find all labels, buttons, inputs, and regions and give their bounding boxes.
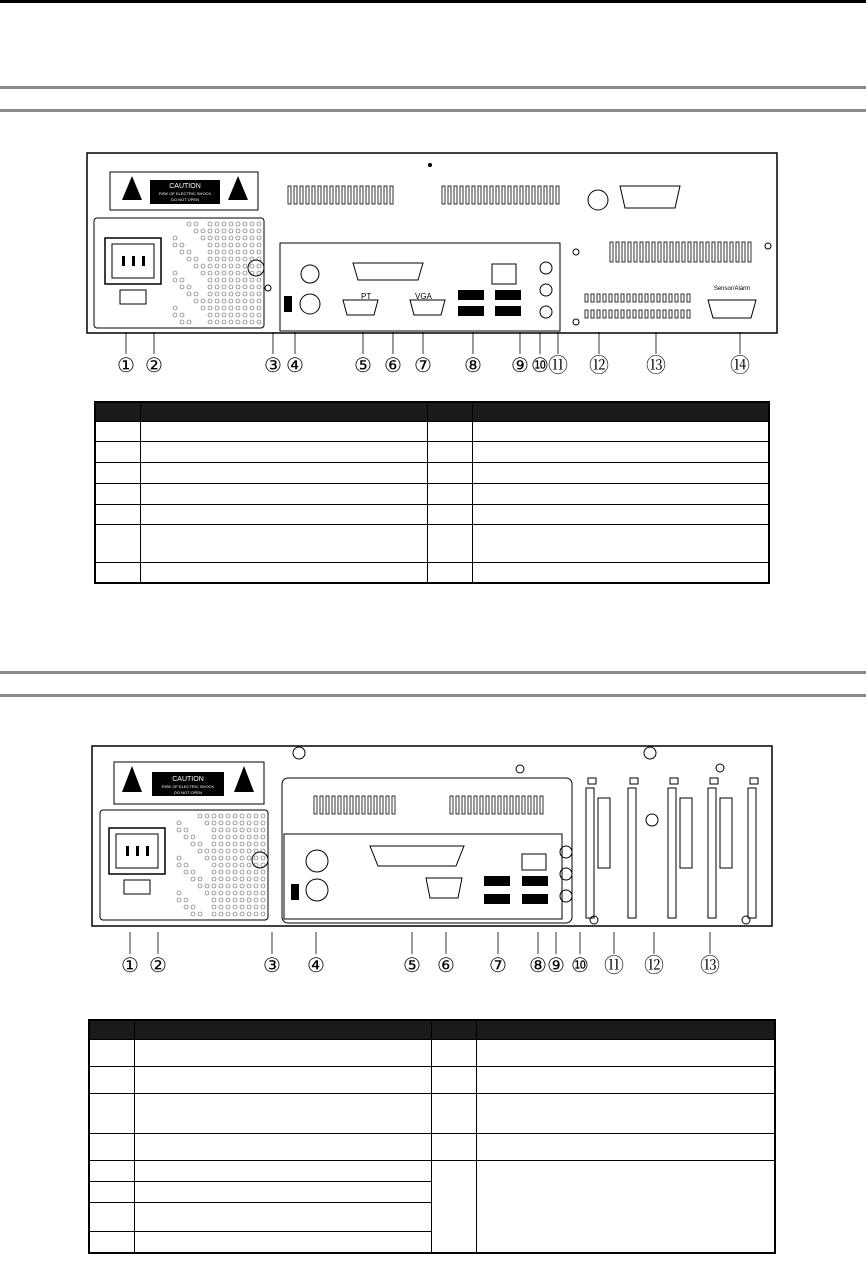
caution-title: CAUTION	[169, 183, 201, 190]
table-row	[89, 1161, 775, 1182]
caution-label	[110, 172, 258, 210]
callout-11: ⑪	[548, 355, 568, 377]
usb-port	[484, 876, 510, 886]
table-row	[95, 484, 769, 505]
usb-port	[495, 290, 521, 300]
caution-line1: RISK OF ELECTRIC SHOCK	[161, 784, 215, 789]
callout-9: ⑨	[511, 355, 529, 377]
callout-13: ⑬	[646, 355, 666, 377]
table-header-cell	[472, 402, 769, 422]
spec-table-1	[94, 401, 770, 584]
callout-5: ⑤	[354, 355, 372, 377]
callout-8: ⑧	[464, 355, 482, 377]
usb-port	[484, 894, 510, 904]
caution-line2: DO NOT OPEN	[171, 197, 199, 202]
caution-line2: DO NOT OPEN	[174, 790, 202, 795]
usb-port	[522, 894, 548, 904]
table-row	[89, 1094, 775, 1134]
callout-2: ②	[149, 955, 167, 977]
callout-10: ⑩	[531, 355, 549, 377]
callout-7: ⑦	[414, 355, 432, 377]
spec-table-2	[88, 1019, 776, 1254]
rear-panel-diagram-2	[84, 738, 784, 978]
callout-4: ④	[307, 955, 325, 977]
usb-port	[458, 290, 484, 300]
callout-3: ③	[263, 955, 281, 977]
table-row	[95, 422, 769, 442]
rear-panel-diagram-1	[80, 148, 790, 378]
usb-port	[522, 876, 548, 886]
table-row	[95, 442, 769, 463]
callout-3: ③	[264, 355, 282, 377]
table-row	[95, 525, 769, 563]
table-header-cell	[95, 402, 140, 422]
section-rule-1b	[0, 109, 866, 112]
power-socket	[109, 828, 165, 874]
vga-label: VGA	[415, 292, 432, 301]
table-row	[89, 1134, 775, 1161]
usb-port	[458, 306, 484, 316]
table-header-cell	[140, 402, 427, 422]
section-rule-2a	[0, 671, 866, 674]
table-row	[89, 1067, 775, 1094]
caution-title: CAUTION	[172, 776, 204, 783]
table-header-cell	[134, 1020, 431, 1040]
section-rule-1a	[0, 86, 866, 89]
usb-port	[495, 306, 521, 316]
table-row	[95, 563, 769, 583]
section-rule-2b	[0, 694, 866, 697]
pt-label: PT	[361, 292, 372, 301]
callout-11: ⑪	[604, 955, 624, 977]
power-switch	[124, 880, 150, 894]
callout-1: ①	[117, 355, 135, 377]
table-row	[89, 1040, 775, 1067]
caution-line1: RISK OF ELECTRIC SHOCK	[158, 191, 212, 196]
callout-12: ⑫	[589, 355, 609, 377]
top-rule	[0, 0, 866, 3]
table-row	[95, 505, 769, 525]
callout-10: ⑩	[571, 955, 589, 977]
callout-6: ⑥	[437, 955, 455, 977]
callout-13: ⑬	[700, 955, 720, 977]
callout-5: ⑤	[403, 955, 421, 977]
table-header-cell	[431, 1020, 476, 1040]
table-row	[95, 463, 769, 484]
callout-12: ⑫	[644, 955, 664, 977]
callout-1: ①	[121, 955, 139, 977]
callout-markers	[121, 932, 720, 977]
callout-14: ⑭	[730, 355, 750, 377]
table-header-cell	[476, 1020, 775, 1040]
sensor-label: Sensor/Alarm	[713, 286, 751, 292]
callout-8: ⑧	[529, 955, 547, 977]
callout-4: ④	[286, 355, 304, 377]
table-header-cell	[89, 1020, 134, 1040]
power-switch	[120, 290, 146, 304]
callout-2: ②	[145, 355, 163, 377]
callout-7: ⑦	[489, 955, 507, 977]
caution-label	[114, 762, 264, 804]
callout-6: ⑥	[384, 355, 402, 377]
callout-9: ⑨	[547, 955, 565, 977]
callout-markers	[117, 332, 750, 377]
power-socket	[105, 238, 161, 284]
table-header-cell	[427, 402, 472, 422]
